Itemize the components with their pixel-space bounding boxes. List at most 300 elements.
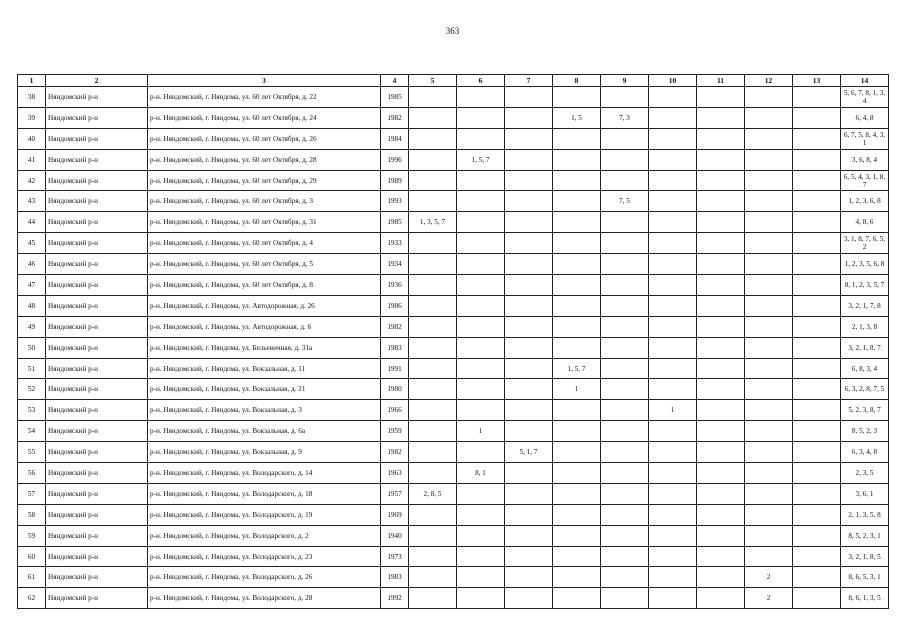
table-row: [18, 170, 889, 191]
year-cell: 1982: [381, 107, 409, 128]
col5-cell: [409, 525, 457, 546]
col7-cell: [505, 128, 553, 149]
col12-cell: [745, 442, 793, 463]
col10-cell: [649, 254, 697, 275]
col14-cell: 3, 1, 8, 7, 6, 5, 2: [841, 233, 889, 254]
col11-cell: [697, 421, 745, 442]
year-cell: 1996: [381, 149, 409, 170]
year-cell: 1985: [381, 87, 409, 108]
col13-cell: [793, 233, 841, 254]
col5-cell: [409, 191, 457, 212]
col8-cell: 1, 5: [553, 107, 601, 128]
col9-cell: [601, 87, 649, 108]
table-row: [18, 483, 889, 504]
col9-cell: 7, 3: [601, 107, 649, 128]
col12-cell: 2: [745, 588, 793, 609]
col13-cell: [793, 170, 841, 191]
col7-cell: [505, 567, 553, 588]
col10-cell: [649, 233, 697, 254]
col13-cell: [793, 421, 841, 442]
row-number-cell: 47: [18, 275, 46, 296]
year-cell: 1989: [381, 170, 409, 191]
col7-cell: [505, 275, 553, 296]
col8-cell: [553, 400, 601, 421]
col8-cell: 1: [553, 379, 601, 400]
col5-cell: [409, 254, 457, 275]
col13-cell: [793, 379, 841, 400]
col14-cell: 8, 5, 2, 3: [841, 421, 889, 442]
row-number-cell: 42: [18, 170, 46, 191]
col11-cell: [697, 400, 745, 421]
col11-cell: [697, 212, 745, 233]
col8-cell: [553, 421, 601, 442]
table-row: [18, 463, 889, 484]
row-number-cell: 38: [18, 87, 46, 108]
col5-cell: [409, 87, 457, 108]
col9-cell: [601, 316, 649, 337]
col12-cell: [745, 337, 793, 358]
col7-cell: [505, 358, 553, 379]
row-number-cell: 50: [18, 337, 46, 358]
col5-cell: [409, 295, 457, 316]
col8-cell: [553, 525, 601, 546]
district-cell: Няндомский р-н: [46, 379, 148, 400]
col10-cell: [649, 525, 697, 546]
col12-cell: [745, 128, 793, 149]
col7-cell: 5, 1, 7: [505, 442, 553, 463]
table-row: [18, 400, 889, 421]
address-cell: р-н. Няндомский, г. Няндома, ул. Володарского, д. 14: [148, 463, 381, 484]
col12-cell: [745, 295, 793, 316]
district-cell: Няндомский р-н: [46, 442, 148, 463]
col14-cell: 1, 2, 3, 6, 8: [841, 191, 889, 212]
district-cell: Няндомский р-н: [46, 295, 148, 316]
col9-cell: [601, 128, 649, 149]
col14-cell: 1, 2, 3, 5, 6, 8: [841, 254, 889, 275]
table-row: [18, 316, 889, 337]
column-header: 8: [553, 75, 601, 87]
col11-cell: [697, 567, 745, 588]
col7-cell: [505, 379, 553, 400]
column-header: 10: [649, 75, 697, 87]
col10-cell: [649, 504, 697, 525]
col14-cell: 3, 2, 1, 8, 7: [841, 337, 889, 358]
col8-cell: [553, 233, 601, 254]
address-cell: р-н. Няндомский, г. Няндома, ул. Володарского, д. 19: [148, 504, 381, 525]
address-cell: р-н. Няндомский, г. Няндома, ул. 60 лет Октября, д. 31: [148, 212, 381, 233]
col7-cell: [505, 212, 553, 233]
column-header: 7: [505, 75, 553, 87]
col13-cell: [793, 316, 841, 337]
col10-cell: [649, 295, 697, 316]
col7-cell: [505, 191, 553, 212]
col11-cell: [697, 254, 745, 275]
table-row: [18, 421, 889, 442]
row-number-cell: 52: [18, 379, 46, 400]
year-cell: 1940: [381, 525, 409, 546]
row-number-cell: 49: [18, 316, 46, 337]
col12-cell: [745, 107, 793, 128]
col14-cell: 6, 4, 8: [841, 107, 889, 128]
address-cell: р-н. Няндомский, г. Няндома, ул. 60 лет Октября, д. 5: [148, 254, 381, 275]
col6-cell: 8, 1: [457, 463, 505, 484]
col11-cell: [697, 525, 745, 546]
address-cell: р-н. Няндомский, г. Няндома, ул. Вокзальная, д. 11: [148, 358, 381, 379]
col11-cell: [697, 316, 745, 337]
col7-cell: [505, 316, 553, 337]
col7-cell: [505, 525, 553, 546]
col8-cell: [553, 128, 601, 149]
district-cell: Няндомский р-н: [46, 504, 148, 525]
col9-cell: [601, 254, 649, 275]
year-cell: 1973: [381, 546, 409, 567]
col12-cell: [745, 525, 793, 546]
col10-cell: [649, 546, 697, 567]
col10-cell: [649, 483, 697, 504]
col8-cell: [553, 87, 601, 108]
col9-cell: [601, 546, 649, 567]
address-cell: р-н. Няндомский, г. Няндома, ул. 60 лет Октября, д. 29: [148, 170, 381, 191]
col5-cell: [409, 316, 457, 337]
col9-cell: [601, 379, 649, 400]
col14-cell: 2, 3, 5: [841, 463, 889, 484]
col14-cell: 5, 6, 7, 8, 1, 3, 4: [841, 87, 889, 108]
col11-cell: [697, 170, 745, 191]
col12-cell: [745, 504, 793, 525]
col11-cell: [697, 504, 745, 525]
district-cell: Няндомский р-н: [46, 128, 148, 149]
row-number-cell: 54: [18, 421, 46, 442]
row-number-cell: 56: [18, 463, 46, 484]
row-number-cell: 45: [18, 233, 46, 254]
col10-cell: [649, 128, 697, 149]
col5-cell: [409, 567, 457, 588]
col13-cell: [793, 483, 841, 504]
col12-cell: [745, 546, 793, 567]
col6-cell: [457, 483, 505, 504]
table-row: [18, 546, 889, 567]
table-row: [18, 212, 889, 233]
column-header: 1: [18, 75, 46, 87]
col11-cell: [697, 275, 745, 296]
address-cell: р-н. Няндомский, г. Няндома, ул. 60 лет Октября, д. 26: [148, 128, 381, 149]
col10-cell: [649, 358, 697, 379]
col10-cell: [649, 379, 697, 400]
col12-cell: [745, 421, 793, 442]
col6-cell: [457, 588, 505, 609]
col5-cell: [409, 504, 457, 525]
district-cell: Няндомский р-н: [46, 400, 148, 421]
col13-cell: [793, 567, 841, 588]
col13-cell: [793, 87, 841, 108]
col11-cell: [697, 87, 745, 108]
col9-cell: [601, 504, 649, 525]
col13-cell: [793, 525, 841, 546]
district-cell: Няндомский р-н: [46, 525, 148, 546]
table-row: [18, 358, 889, 379]
row-number-cell: 41: [18, 149, 46, 170]
col13-cell: [793, 254, 841, 275]
col10-cell: [649, 442, 697, 463]
table-row: [18, 504, 889, 525]
col5-cell: [409, 463, 457, 484]
col12-cell: [745, 379, 793, 400]
col8-cell: [553, 337, 601, 358]
col13-cell: [793, 275, 841, 296]
col5-cell: [409, 442, 457, 463]
col7-cell: [505, 400, 553, 421]
col14-cell: 6, 3, 2, 8, 7, 5: [841, 379, 889, 400]
col10-cell: [649, 170, 697, 191]
col5-cell: [409, 421, 457, 442]
col6-cell: [457, 337, 505, 358]
col9-cell: [601, 463, 649, 484]
row-number-cell: 62: [18, 588, 46, 609]
col6-cell: 1: [457, 421, 505, 442]
col5-cell: [409, 275, 457, 296]
col14-cell: 5, 2, 3, 8, 7: [841, 400, 889, 421]
row-number-cell: 46: [18, 254, 46, 275]
table-row: [18, 107, 889, 128]
col10-cell: [649, 421, 697, 442]
table-row: [18, 128, 889, 149]
col13-cell: [793, 295, 841, 316]
address-cell: р-н. Няндомский, г. Няндома, ул. Вокзальная, д. 9: [148, 442, 381, 463]
col6-cell: [457, 128, 505, 149]
col12-cell: [745, 170, 793, 191]
col13-cell: [793, 442, 841, 463]
col9-cell: [601, 525, 649, 546]
year-cell: 1966: [381, 400, 409, 421]
address-cell: р-н. Няндомский, г. Няндома, ул. 60 лет Октября, д. 24: [148, 107, 381, 128]
table-row: [18, 379, 889, 400]
col11-cell: [697, 463, 745, 484]
col10-cell: [649, 87, 697, 108]
address-cell: р-н. Няндомский, г. Няндома, ул. Вокзальная, д. 21: [148, 379, 381, 400]
col11-cell: [697, 483, 745, 504]
table-row: [18, 233, 889, 254]
col8-cell: [553, 504, 601, 525]
col11-cell: [697, 295, 745, 316]
col8-cell: [553, 275, 601, 296]
col10-cell: [649, 275, 697, 296]
col7-cell: [505, 504, 553, 525]
col6-cell: [457, 191, 505, 212]
col9-cell: [601, 149, 649, 170]
col14-cell: 4, 8, 6: [841, 212, 889, 233]
col10-cell: [649, 316, 697, 337]
col12-cell: 2: [745, 567, 793, 588]
col9-cell: [601, 567, 649, 588]
col12-cell: [745, 254, 793, 275]
district-cell: Няндомский р-н: [46, 254, 148, 275]
district-cell: Няндомский р-н: [46, 233, 148, 254]
col6-cell: [457, 567, 505, 588]
col6-cell: 1, 5, 7: [457, 149, 505, 170]
column-header: 9: [601, 75, 649, 87]
col8-cell: [553, 254, 601, 275]
col5-cell: [409, 107, 457, 128]
column-header: 2: [46, 75, 148, 87]
col5-cell: 1, 3, 5, 7: [409, 212, 457, 233]
col12-cell: [745, 233, 793, 254]
col9-cell: [601, 442, 649, 463]
col13-cell: [793, 546, 841, 567]
address-cell: р-н. Няндомский, г. Няндома, ул. Володарского, д. 18: [148, 483, 381, 504]
row-number-cell: 39: [18, 107, 46, 128]
col7-cell: [505, 337, 553, 358]
col14-cell: 3, 6, 1: [841, 483, 889, 504]
row-number-cell: 58: [18, 504, 46, 525]
col5-cell: [409, 400, 457, 421]
col6-cell: [457, 254, 505, 275]
table-row: [18, 191, 889, 212]
address-cell: р-н. Няндомский, г. Няндома, ул. Вокзальная, д. 3: [148, 400, 381, 421]
col9-cell: [601, 212, 649, 233]
col6-cell: [457, 170, 505, 191]
column-header: 12: [745, 75, 793, 87]
year-cell: 1933: [381, 233, 409, 254]
row-number-cell: 60: [18, 546, 46, 567]
column-header: 6: [457, 75, 505, 87]
col14-cell: 8, 6, 1, 3, 5: [841, 588, 889, 609]
row-number-cell: 55: [18, 442, 46, 463]
address-cell: р-н. Няндомский, г. Няндома, ул. Володарского, д. 26: [148, 567, 381, 588]
table-row: [18, 588, 889, 609]
district-cell: Няндомский р-н: [46, 337, 148, 358]
col8-cell: [553, 149, 601, 170]
col11-cell: [697, 149, 745, 170]
col9-cell: [601, 233, 649, 254]
col9-cell: [601, 358, 649, 379]
year-cell: 1982: [381, 316, 409, 337]
col11-cell: [697, 337, 745, 358]
address-cell: р-н. Няндомский, г. Няндома, ул. 60 лет Октября, д. 28: [148, 149, 381, 170]
col12-cell: [745, 483, 793, 504]
year-cell: 1959: [381, 421, 409, 442]
address-cell: р-н. Няндомский, г. Няндома, ул. Автодорожная, д. 6: [148, 316, 381, 337]
col13-cell: [793, 504, 841, 525]
col13-cell: [793, 463, 841, 484]
col8-cell: [553, 483, 601, 504]
col10-cell: [649, 588, 697, 609]
col6-cell: [457, 87, 505, 108]
col6-cell: [457, 379, 505, 400]
col12-cell: [745, 400, 793, 421]
column-header: 5: [409, 75, 457, 87]
year-cell: 1957: [381, 483, 409, 504]
col5-cell: [409, 170, 457, 191]
col14-cell: 6, 7, 5, 8, 4, 3, 1: [841, 128, 889, 149]
register-table: [17, 74, 889, 609]
col8-cell: [553, 442, 601, 463]
row-number-cell: 59: [18, 525, 46, 546]
year-cell: 1985: [381, 212, 409, 233]
district-cell: Няндомский р-н: [46, 170, 148, 191]
col13-cell: [793, 107, 841, 128]
address-cell: р-н. Няндомский, г. Няндома, ул. Автодорожная, д. 26: [148, 295, 381, 316]
year-cell: 1986: [381, 295, 409, 316]
district-cell: Няндомский р-н: [46, 483, 148, 504]
col12-cell: [745, 463, 793, 484]
register-body: [18, 87, 889, 609]
year-cell: 1934: [381, 254, 409, 275]
address-cell: р-н. Няндомский, г. Няндома, ул. 60 лет Октября, д. 8: [148, 275, 381, 296]
col6-cell: [457, 525, 505, 546]
year-cell: 1963: [381, 463, 409, 484]
col14-cell: 8, 5, 2, 3, 1: [841, 525, 889, 546]
col13-cell: [793, 337, 841, 358]
col13-cell: [793, 191, 841, 212]
col5-cell: 2, 8, 5: [409, 483, 457, 504]
district-cell: Няндомский р-н: [46, 546, 148, 567]
col14-cell: 8, 1, 2, 3, 5, 7: [841, 275, 889, 296]
col13-cell: [793, 400, 841, 421]
page-number: 363: [445, 26, 460, 36]
address-cell: р-н. Няндомский, г. Няндома, ул. 60 лет Октября, д. 22: [148, 87, 381, 108]
col9-cell: [601, 421, 649, 442]
col9-cell: 7, 5: [601, 191, 649, 212]
address-cell: р-н. Няндомский, г. Няндома, ул. Бельевичная, д. 31а: [148, 337, 381, 358]
col6-cell: [457, 107, 505, 128]
col12-cell: [745, 212, 793, 233]
col14-cell: 6, 5, 4, 3, 1, 8, 7: [841, 170, 889, 191]
col9-cell: [601, 275, 649, 296]
col11-cell: [697, 358, 745, 379]
col6-cell: [457, 233, 505, 254]
col8-cell: 1, 5, 7: [553, 358, 601, 379]
year-cell: 1991: [381, 358, 409, 379]
district-cell: Няндомский р-н: [46, 421, 148, 442]
col12-cell: [745, 358, 793, 379]
col5-cell: [409, 128, 457, 149]
year-cell: 1982: [381, 442, 409, 463]
col10-cell: [649, 149, 697, 170]
col9-cell: [601, 337, 649, 358]
col11-cell: [697, 233, 745, 254]
year-cell: 1983: [381, 567, 409, 588]
col12-cell: [745, 275, 793, 296]
col8-cell: [553, 588, 601, 609]
col6-cell: [457, 358, 505, 379]
address-cell: р-н. Няндомский, г. Няндома, ул. 60 лет Октября, д. 4: [148, 233, 381, 254]
address-cell: р-н. Няндомский, г. Няндома, ул. 60 лет Октября, д. 3: [148, 191, 381, 212]
col12-cell: [745, 191, 793, 212]
col9-cell: [601, 483, 649, 504]
col10-cell: [649, 567, 697, 588]
col13-cell: [793, 212, 841, 233]
address-cell: р-н. Няндомский, г. Няндома, ул. Володарского, д. 23: [148, 546, 381, 567]
col6-cell: [457, 295, 505, 316]
row-number-cell: 61: [18, 567, 46, 588]
year-cell: 1983: [381, 337, 409, 358]
col8-cell: [553, 295, 601, 316]
col10-cell: [649, 463, 697, 484]
col13-cell: [793, 358, 841, 379]
col14-cell: 2, 1, 3, 5, 8: [841, 504, 889, 525]
col14-cell: 6, 8, 3, 4: [841, 358, 889, 379]
col8-cell: [553, 212, 601, 233]
column-header: 13: [793, 75, 841, 87]
col9-cell: [601, 588, 649, 609]
year-cell: 1993: [381, 191, 409, 212]
col14-cell: 2, 1, 3, 8: [841, 316, 889, 337]
col11-cell: [697, 191, 745, 212]
col8-cell: [553, 191, 601, 212]
col5-cell: [409, 588, 457, 609]
col9-cell: [601, 400, 649, 421]
district-cell: Няндомский р-н: [46, 87, 148, 108]
